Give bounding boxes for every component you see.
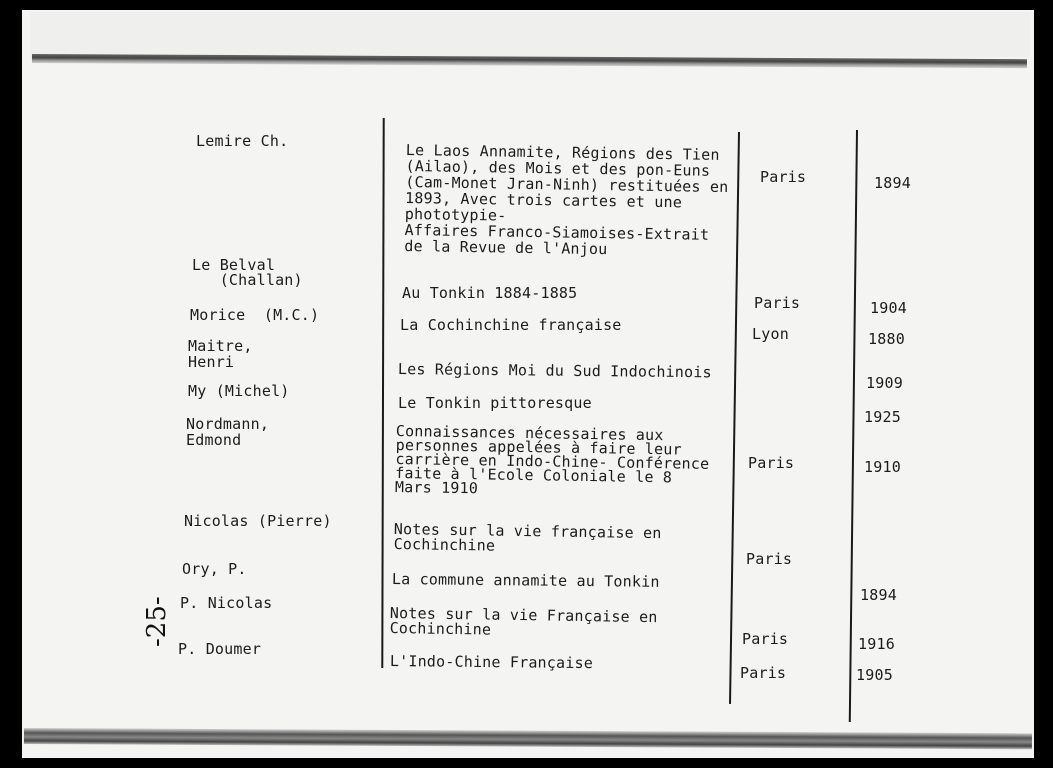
- publication-year: 1905: [856, 666, 893, 684]
- author-name: P. Nicolas: [180, 594, 273, 612]
- book-title: Le Laos Annamite, Régions des Tien (Ailao), des Mois et des pon-Euns (Cam-Monet Jran-Ninh) restituées en 1893, Avec trois cartes et une phototypie- Affaires Franco-Siamoises-Extrait de la Revue de l'Anjou: [404, 141, 729, 259]
- publication-place: Paris: [740, 664, 787, 682]
- publication-year: 1925: [864, 408, 901, 426]
- publication-year: 1894: [874, 174, 911, 192]
- publication-place: Paris: [760, 168, 807, 186]
- publication-place: Paris: [746, 550, 793, 568]
- author-name: Lemire Ch.: [196, 132, 289, 150]
- publication-year: 1904: [870, 299, 907, 317]
- book-title: Connaissances nécessaires aux personnes appelées à faire leur carrière en Indo-Chine- Conférence faite à l'Ecole Coloniale le 8 Mars 1910: [394, 422, 710, 498]
- page-number-margin-note: -25-: [142, 596, 172, 648]
- book-title: Les Régions Moi du Sud Indochinois: [397, 360, 712, 382]
- author-name: My (Michel): [188, 382, 290, 400]
- publication-place: Paris: [742, 630, 789, 648]
- author-name: Maitre, Henri: [188, 337, 253, 371]
- book-title: Notes sur la vie Française en Cochinchine: [389, 604, 658, 639]
- publication-place: Paris: [754, 294, 801, 312]
- publication-year: 1909: [866, 374, 903, 392]
- publication-year: 1894: [860, 586, 897, 604]
- publication-year: 1916: [858, 635, 895, 653]
- author-name: Nicolas (Pierre): [184, 512, 332, 530]
- book-title: Le Tonkin pittoresque: [398, 394, 592, 412]
- author-name: Morice (M.C.): [190, 306, 320, 324]
- author-name: Le Belval (Challan): [192, 256, 303, 289]
- book-title: La commune annamite au Tonkin: [391, 570, 660, 591]
- author-name: P. Doumer: [178, 640, 262, 658]
- publication-place: Lyon: [752, 325, 789, 343]
- author-name: Ory, P.: [182, 560, 247, 578]
- book-title: L'Indo-Chine Française: [389, 652, 594, 673]
- author-name: Nordmann, Edmond: [186, 415, 270, 449]
- publication-year: 1910: [864, 458, 901, 476]
- book-title: La Cochinchine française: [400, 316, 622, 334]
- publication-place: Paris: [748, 454, 795, 472]
- page-top-margin: [30, 12, 1030, 57]
- book-title: Au Tonkin 1884-1885: [402, 284, 578, 302]
- book-title: Notes sur la vie française en Cochinchine: [393, 520, 662, 555]
- publication-year: 1880: [868, 330, 905, 348]
